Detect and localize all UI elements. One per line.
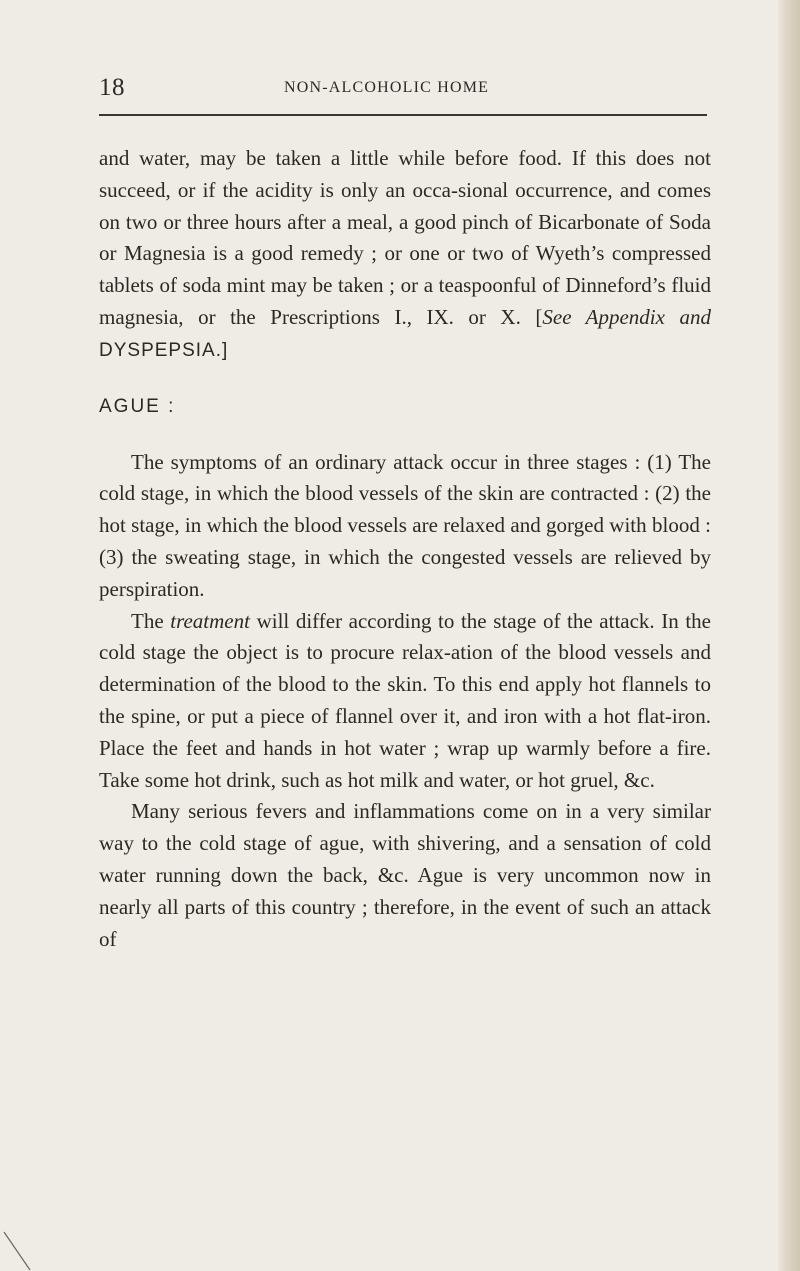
reference-open-bracket: [ bbox=[535, 304, 543, 329]
page-header bbox=[99, 76, 719, 106]
page-number: 18 bbox=[99, 74, 125, 101]
corner-scan-mark bbox=[0, 1230, 40, 1271]
reference-dyspepsia: DYSPEPSIA.] bbox=[99, 339, 229, 361]
header-rule bbox=[99, 114, 707, 116]
treatment-start: The bbox=[131, 608, 164, 633]
paragraph-treatment bbox=[99, 606, 711, 797]
treatment-text: will differ according to the stage of the attack. In the cold stage the object is to procure relax-ation of the blood vessels and determination of the blood to the skin. To this end apply hot flannels to the spine, or put a piece of flannel over it, and iron with a hot flat-iron. Place the feet and hands in hot water ; wrap up warmly before a fire. Take some hot drink, such as hot milk and water, or hot gruel, &c. bbox=[99, 608, 712, 792]
paragraph-acidity-text: and water, may be taken a little while before food. If this does not succeed, or if the acidity is only an occa-sional occurrence, and comes on two or three hours after a meal, a good pinch of Bicarbonate of Soda or Magnesia is a good remedy ; or one or two of Wyeth’s compressed tablets of soda mint may be taken ; or a teaspoonful of Dinneford’s fluid magnesia, or the Prescriptions I., IX. or X. bbox=[99, 146, 711, 329]
page-edge bbox=[778, 0, 800, 1271]
running-head: NON-ALCOHOLIC HOME bbox=[284, 79, 490, 96]
section-heading-ague: AGUE : bbox=[99, 395, 176, 417]
paragraph-fevers: Many serious fevers and inflammations come on in a very similar way to the cold stage of ague, with shivering, and a sensation of cold water running down the back, &c. Ague is very uncommon now in nearly all parts of this country ; therefore, in the event of such an attack of bbox=[99, 799, 711, 951]
page-body bbox=[99, 143, 711, 955]
paragraph-symptoms: The symptoms of an ordinary attack occur in three stages : (1) The cold stage, in which the blood vessels of the skin are contracted : (2) the hot stage, in which the blood vessels are relaxed and gorged with blood : (3) the sweating stage, in which the congested vessels are relieved by perspiration. bbox=[99, 449, 711, 601]
treatment-italic: treatment bbox=[170, 608, 250, 633]
paragraph-acidity bbox=[99, 143, 711, 367]
reference-italic: See Appendix and bbox=[542, 304, 711, 329]
